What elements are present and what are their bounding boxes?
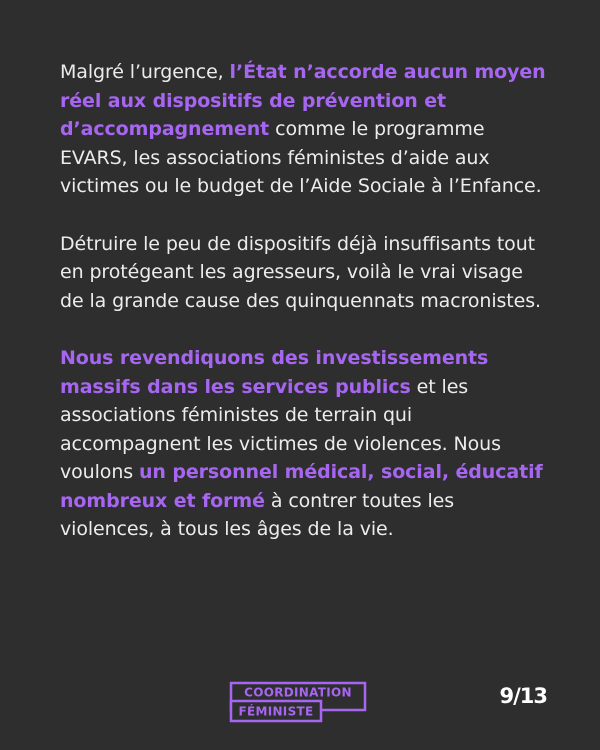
logo-line-2: FÉMINISTE	[238, 704, 314, 719]
highlighted-text: l’État n’accorde aucun moyen réel aux dispositifs de prévention et d’accompagnement	[60, 61, 546, 140]
body-text: et les associations féministes de terrain qui accompagnent les victimes de violences. Nous voulons	[60, 375, 501, 483]
coordination-feministe-logo	[229, 681, 367, 723]
body-text: Détruire le peu de dispositifs déjà insuffisants tout en protégeant les agresseurs, voilà le vrai visage de la grande cause des quinquennats macronistes.	[60, 232, 541, 312]
text-content	[60, 58, 550, 573]
paragraph-revendications	[60, 344, 550, 544]
body-text: à contrer toutes les violences, à tous les âges de la vie.	[60, 489, 455, 540]
paragraph-urgence	[60, 58, 550, 201]
highlighted-text: un personnel médical, social, éducatif nombreux et formé	[60, 461, 543, 512]
paragraph-detruire	[60, 230, 550, 316]
page-number: 9/13	[499, 684, 547, 708]
body-text: Malgré l’urgence,	[60, 61, 230, 83]
logo-line-1: COORDINATION	[244, 685, 352, 700]
highlighted-text: Nous revendiquons des investissements massifs dans les services publics	[60, 347, 489, 398]
body-text: comme le programme EVARS, les associations féministes d’aide aux victimes ou le budget de l’Aide Sociale à l’Enfance.	[60, 118, 542, 197]
